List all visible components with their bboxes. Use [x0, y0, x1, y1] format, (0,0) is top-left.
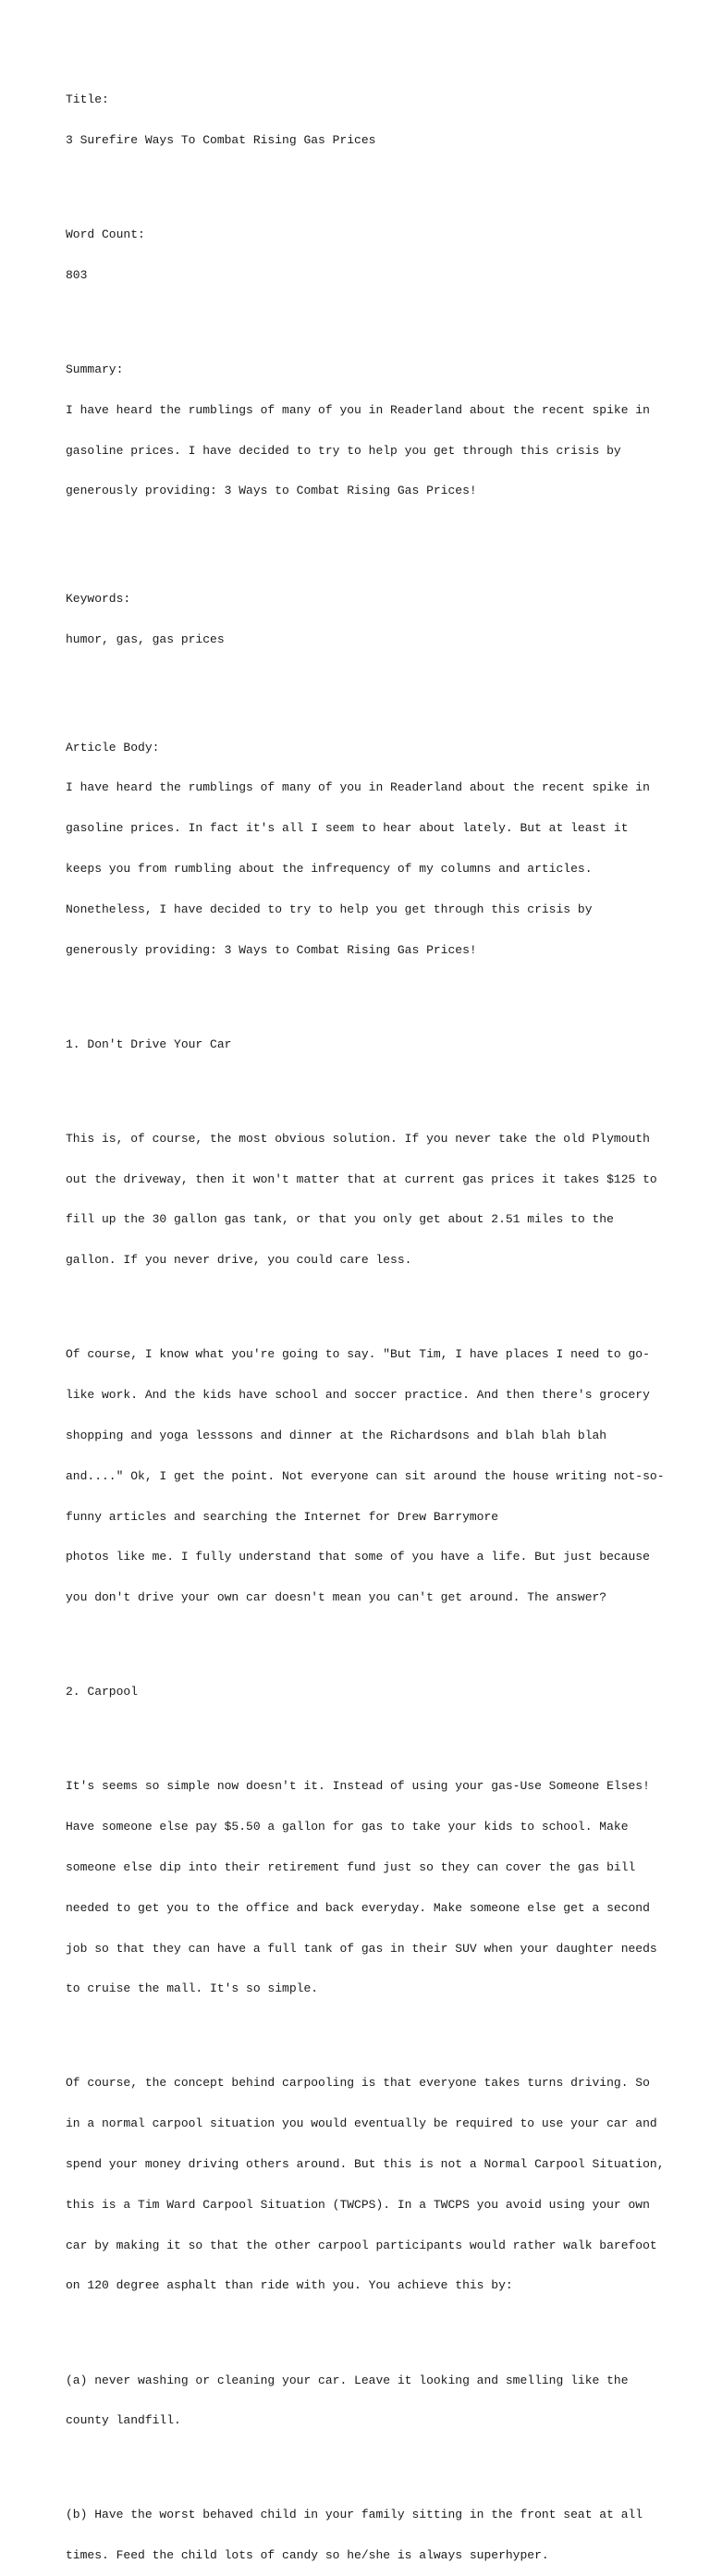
body-line: Have someone else pay $5.50 a gallon for gas to take your kids to school. Make: [66, 1820, 629, 1834]
body-line: on 120 degree asphalt than ride with you. You achieve this by:: [66, 2278, 513, 2293]
body-line: in a normal carpool situation you would eventually be required to use your car and: [66, 2116, 657, 2131]
document-page: [66, 67, 665, 2576]
summary-line: generously providing: 3 Ways to Combat Rising Gas Prices!: [66, 484, 477, 498]
section-heading-2: 2. Carpool: [66, 1685, 139, 1699]
body-line: like work. And the kids have school and soccer practice. And then there's grocery: [66, 1388, 650, 1403]
summary-label: Summary:: [66, 362, 124, 377]
list-item-b: (b) Have the worst behaved child in your family sitting in the front seat at all: [66, 2508, 643, 2522]
title-label: Title:: [66, 92, 109, 107]
body-line: gasoline prices. In fact it's all I seem to hear about lately. But at least it: [66, 821, 629, 836]
body-line: Of course, I know what you're going to say. "But Tim, I have places I need to go-: [66, 1347, 650, 1362]
body-line: needed to get you to the office and back everyday. Make someone else get a second: [66, 1900, 650, 1915]
body-line: photos like me. I fully understand that some of you have a life. But just because: [66, 1550, 650, 1564]
keywords-label: Keywords:: [66, 592, 131, 607]
body-line: out the driveway, then it won't matter that at current gas prices it takes $125 to: [66, 1171, 657, 1186]
summary-line: I have heard the rumblings of many of you in Readerland about the recent spike in: [66, 402, 650, 417]
body-line: keeps you from rumbling about the infrequency of my columns and articles.: [66, 862, 593, 877]
body-line: this is a Tim Ward Carpool Situation (TWCPS). In a TWCPS you avoid using your own: [66, 2197, 650, 2212]
keywords-value: humor, gas, gas prices: [66, 632, 225, 646]
body-line: you don't drive your own car doesn't mean you can't get around. The answer?: [66, 1590, 607, 1605]
list-item-b: times. Feed the child lots of candy so he/she is always superhyper.: [66, 2548, 549, 2563]
body-line: job so that they can have a full tank of gas in their SUV when your daughter needs: [66, 1941, 657, 1956]
body-line: shopping and yoga lesssons and dinner at the Richardsons and blah blah blah: [66, 1428, 607, 1442]
word-count-label: Word Count:: [66, 227, 145, 242]
list-item-a: county landfill.: [66, 2413, 181, 2428]
section-heading-1: 1. Don't Drive Your Car: [66, 1037, 232, 1051]
body-line: someone else dip into their retirement fund just so they can cover the gas bill: [66, 1859, 636, 1874]
body-line: fill up the 30 gallon gas tank, or that you only get about 2.51 miles to the: [66, 1212, 614, 1227]
body-line: I have heard the rumblings of many of you in Readerland about the recent spike in: [66, 780, 650, 795]
title-value: 3 Surefire Ways To Combat Rising Gas Prices: [66, 132, 376, 147]
body-line: spend your money driving others around. But this is not a Normal Carpool Situation,: [66, 2157, 665, 2172]
body-line: to cruise the mall. It's so simple.: [66, 1981, 319, 1996]
body-line: and...." Ok, I get the point. Not everyone can sit around the house writing not-so-: [66, 1468, 665, 1483]
word-count-value: 803: [66, 267, 88, 282]
list-item-a: (a) never washing or cleaning your car. Leave it looking and smelling like the: [66, 2373, 629, 2387]
body-line: gallon. If you never drive, you could care less.: [66, 1253, 412, 1268]
summary-line: gasoline prices. I have decided to try to help you get through this crisis by: [66, 443, 621, 458]
article-body-label: Article Body:: [66, 740, 160, 754]
body-line: car by making it so that the other carpool participants would rather walk barefoot: [66, 2238, 657, 2252]
body-line: generously providing: 3 Ways to Combat Rising Gas Prices!: [66, 942, 477, 957]
body-line: Of course, the concept behind carpooling is that everyone takes turns driving. So: [66, 2076, 650, 2091]
body-line: It's seems so simple now doesn't it. Instead of using your gas-Use Someone Elses!: [66, 1779, 650, 1794]
body-line: Nonetheless, I have decided to try to help you get through this crisis by: [66, 902, 593, 916]
body-line: This is, of course, the most obvious solution. If you never take the old Plymouth: [66, 1131, 650, 1146]
body-line: funny articles and searching the Internet for Drew Barrymore: [66, 1509, 499, 1524]
